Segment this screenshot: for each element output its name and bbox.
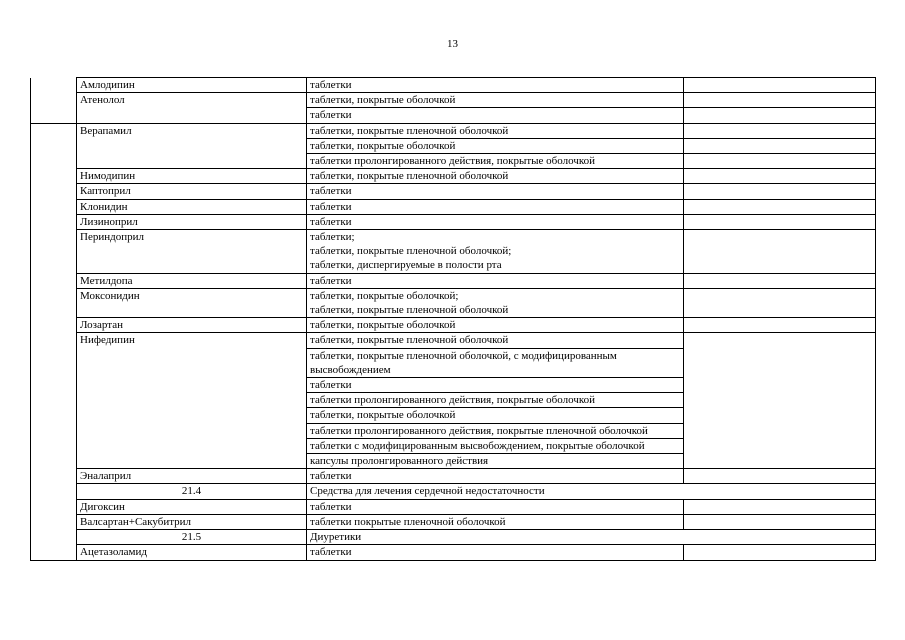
notes-cell: [684, 123, 876, 138]
table-row: [31, 469, 876, 484]
drug-name: Валсартан+Сакубитрил: [77, 514, 307, 529]
table-row: [31, 123, 876, 138]
medication-table: [30, 77, 876, 561]
table-row: [31, 484, 876, 499]
drug-name: Амлодипин: [77, 78, 307, 93]
dosage-form: таблетки: [307, 273, 684, 288]
drug-name: Верапамил: [77, 123, 307, 169]
dosage-form: таблетки, покрытые пленочной оболочкой: [307, 123, 684, 138]
section-title: Диуретики: [307, 530, 876, 545]
table-row: [31, 78, 876, 93]
dosage-form: таблетки, покрытые оболочкой: [307, 318, 684, 333]
drug-name: Дигоксин: [77, 499, 307, 514]
dosage-form: таблетки: [307, 214, 684, 229]
table-row: [31, 214, 876, 229]
dosage-form: таблетки с модифицированным высвобождением, покрытые оболочкой: [307, 438, 684, 453]
drug-name: Клонидин: [77, 199, 307, 214]
table-row: [31, 530, 876, 545]
page-number: 13: [447, 38, 458, 50]
notes-cell: [684, 138, 876, 153]
notes-cell: [684, 184, 876, 199]
section-number: 21.5: [77, 530, 307, 545]
notes-cell: [684, 499, 876, 514]
notes-cell: [684, 273, 876, 288]
dosage-form: таблетки пролонгированного действия, покрытые пленочной оболочкой: [307, 423, 684, 438]
dosage-form: таблетки, покрытые оболочкой: [307, 138, 684, 153]
dosage-form: капсулы пролонгированного действия: [307, 454, 684, 469]
table-row: [31, 514, 876, 529]
dosage-form: таблетки: [307, 184, 684, 199]
notes-cell: [684, 214, 876, 229]
dosage-form: таблетки пролонгированного действия, покрытые оболочкой: [307, 393, 684, 408]
table-row: [31, 169, 876, 184]
notes-cell: [684, 78, 876, 93]
group-number-cell: [31, 78, 77, 124]
table-row: [31, 199, 876, 214]
dosage-form: таблетки, покрытые оболочкой: [307, 93, 684, 108]
table-row: [31, 273, 876, 288]
drug-name: Нифедипин: [77, 333, 307, 469]
section-title: Средства для лечения сердечной недостаточности: [307, 484, 876, 499]
dosage-form: таблетки: [307, 545, 684, 560]
dosage-form: таблетки, покрытые пленочной оболочкой, с модифицированным высвобождением: [307, 348, 684, 377]
table-row: [31, 499, 876, 514]
notes-cell: [684, 288, 876, 317]
notes-cell: [684, 545, 876, 560]
dosage-form: таблетки: [307, 469, 684, 484]
notes-cell: [684, 108, 876, 123]
dosage-form: таблетки покрытые пленочной оболочкой: [307, 514, 684, 529]
notes-cell: [684, 514, 876, 529]
notes-cell: [684, 199, 876, 214]
dosage-form: таблетки: [307, 499, 684, 514]
group-number-cell: [31, 123, 77, 560]
dosage-form: таблетки: [307, 78, 684, 93]
dosage-form: таблетки, покрытые оболочкой; таблетки, покрытые пленочной оболочкой: [307, 288, 684, 317]
notes-cell: [684, 93, 876, 108]
table-row: [31, 93, 876, 108]
section-number: 21.4: [77, 484, 307, 499]
drug-name: Каптоприл: [77, 184, 307, 199]
notes-cell: [684, 469, 876, 484]
dosage-form: таблетки: [307, 108, 684, 123]
drug-name: Моксонидин: [77, 288, 307, 317]
notes-cell: [684, 333, 876, 469]
table-row: [31, 545, 876, 560]
table-row: [31, 318, 876, 333]
drug-name: Атенолол: [77, 93, 307, 123]
table-row: [31, 288, 876, 317]
dosage-form: таблетки, покрытые пленочной оболочкой: [307, 333, 684, 348]
notes-cell: [684, 154, 876, 169]
table-row: [31, 333, 876, 348]
drug-name: Эналаприл: [77, 469, 307, 484]
dosage-form: таблетки; таблетки, покрытые пленочной оболочкой; таблетки, диспергируемые в полости рта: [307, 230, 684, 274]
dosage-form: таблетки: [307, 378, 684, 393]
dosage-form: таблетки пролонгированного действия, покрытые оболочкой: [307, 154, 684, 169]
drug-name: Метилдопа: [77, 273, 307, 288]
notes-cell: [684, 230, 876, 274]
drug-name: Периндоприл: [77, 230, 307, 274]
drug-name: Лозартан: [77, 318, 307, 333]
dosage-form: таблетки: [307, 199, 684, 214]
table-row: [31, 184, 876, 199]
notes-cell: [684, 318, 876, 333]
dosage-form: таблетки, покрытые оболочкой: [307, 408, 684, 423]
drug-name: Нимодипин: [77, 169, 307, 184]
dosage-form: таблетки, покрытые пленочной оболочкой: [307, 169, 684, 184]
table-row: [31, 230, 876, 274]
drug-name: Лизиноприл: [77, 214, 307, 229]
drug-name: Ацетазоламид: [77, 545, 307, 560]
notes-cell: [684, 169, 876, 184]
